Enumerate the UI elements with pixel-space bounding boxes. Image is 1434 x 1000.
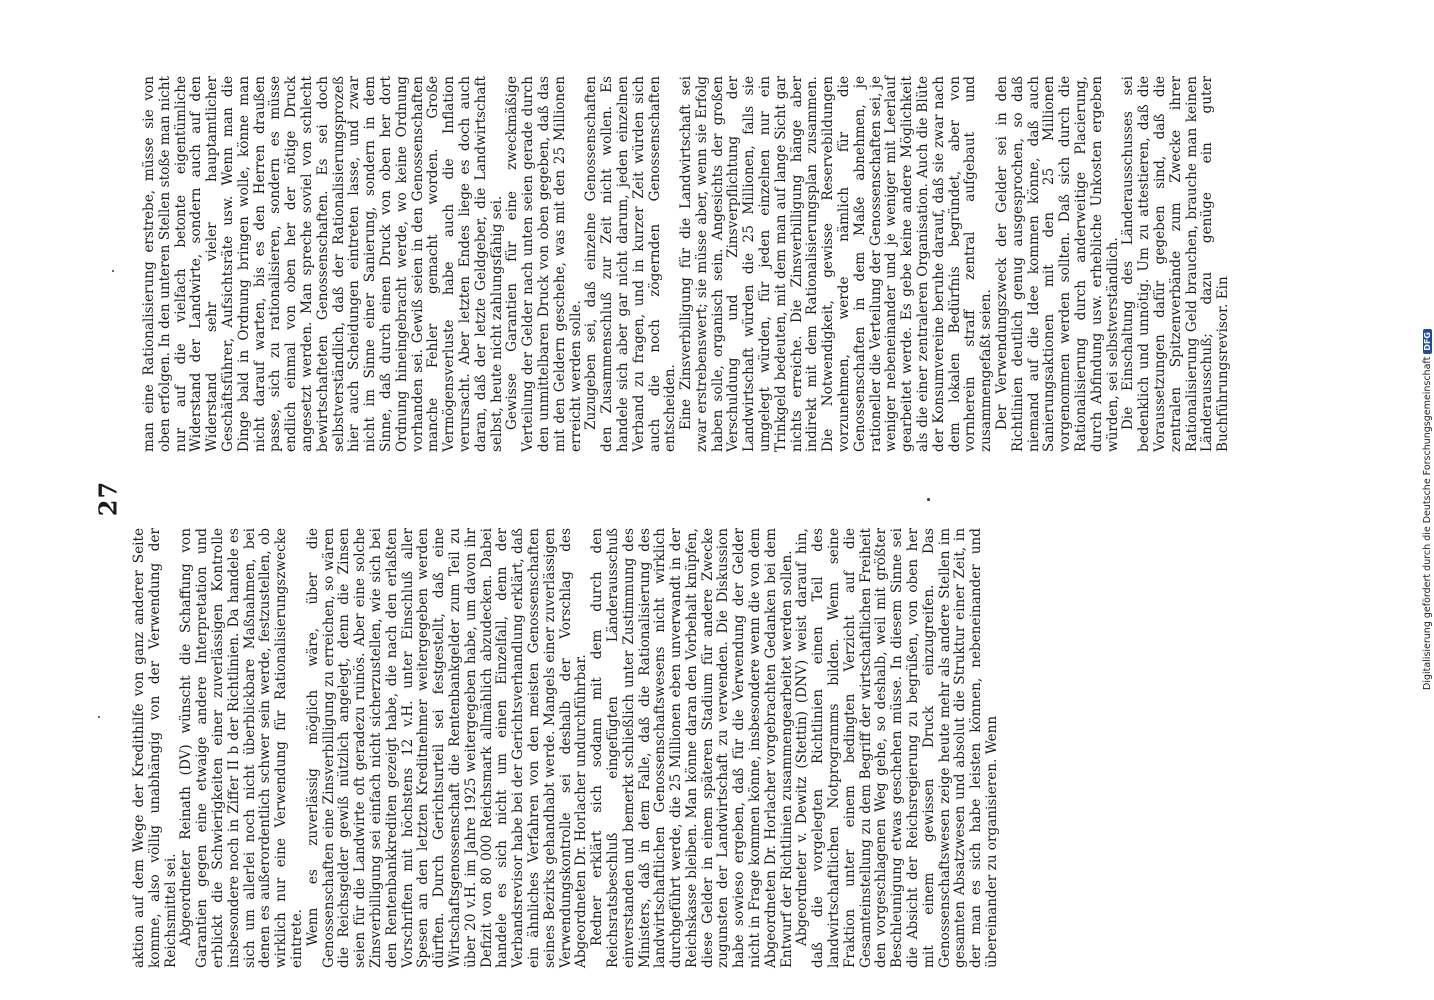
paragraph: Redner erklärt sich sodann mit dem durch den Reichsratsbeschluß eingefügten Länderausschuß einverstanden und bemerkt schließlich unter Zustimmung des Ministers, daß in dem Falle, daß die Rationalisierung des landwirtschaftlichen Genossenschaftswesens nicht wirklich durchgeführt werde, die 25 Millionen eben unverwandt in der Reichskasse bleiben. Man könne daran den Vorbehalt knüpfen, diese Gelder in einem späteren Stadium für andere Zwecke zugunsten der Landwirtschaft zu verwenden. Die Diskussion habe sowieso ergeben, daß für die Verwendung der Gelder nicht in Frage kommen könne, insbesondere wenn die von dem Abgeordneten Dr. Horlacher vorgebrachten Gedanken bei dem Entwurf der Richtlinien zusammengearbeitet werden sollen.	[589, 528, 795, 968]
page-number: 27	[93, 480, 123, 517]
paragraph: Die Einschaltung des Länderausschusses sei bedenklich und unnötig. Um zu attestieren, daß die Voraussetzungen dafür gegeben sind, daß die zentralen Spitzenverbände zum Zwecke ihrer Rationalisierung Geld brauchen, brauche man keinen Länderausschuß; dazu genüge ein guter Buchführungsrevisor. Ein	[1120, 76, 1232, 452]
digitization-credit	[1422, 10, 1433, 690]
scan-speck	[927, 498, 930, 501]
scan-speck	[98, 716, 100, 718]
paragraph: Wenn es zuverlässig möglich wäre, über die Genossenschaften eine Zinsverbilligung zu erreichen, so wären die Reichsgelder gewiß nützlich angelegt, denn die Zinsen seien für die Landwirte oft geradezu ruinös. Aber eine solche Zinsverbilligung sei einfach nicht sicherzustellen, wie sich bei den Rentenbankkrediten gezeigt habe, die nach den erlaßten Vorschriften mit höchstens 12 v.H. unter Einschluß aller Spesen an den letzten Kreditnehmer weitergegeben werden dürften. Durch Gerichtsurteil sei festgestellt, daß eine Wirtschaftsgenossenschaft die Rentenbankgelder zum Teil zu über 20 v.H. im Jahre 1925 weitergegeben habe, um davon ihr Defizit von 80 000 Reichsmark allmählich abzudecken. Dabei handele es sich nicht um einen Einzelfall, denn der Verbandsrevisor habe bei der Gerichtsverhandlung erklärt, daß ein ähnliches Verfahren von den meisten Genossenschaften seines Bezirks gehandhabt werde. Mangels einer zuverlässigen Verwendungskontrolle sei deshalb der Vorschlag des Abgeordneten Dr. Horlacher undurchführbar.	[304, 528, 590, 968]
paragraph: Zuzugeben sei, daß einzelne Genossenschaften den Zusammenschluß zur Zeit nicht wollen. Es handele sich aber gar nicht darum, jeden einzelnen Verband zu fragen, und in kurzer Zeit würden sich auch die noch zögernden Genossenschaften entscheiden.	[583, 76, 679, 452]
paragraph: aktion auf dem Wege der Kredithilfe von ganz anderer Seite komme, also völlig unabhängig von der Verwendung der Reichsmittel sei.	[131, 528, 179, 968]
paragraph: Abgeordneter v. Dewitz (Stettin) (DNV) weist darauf hin, daß die vorgelegten Richtlinien einen Teil des landwirtschaftlichen Notprogramms bilden. Wenn seine Fraktion unter einem bedingten Verzicht auf die Gesamteinstellung zu dem Begriff der wirtschaftlichen Freiheit den vorgeschlagenen Weg gehe, so deshalb, weil mit größter Beschleunigung etwas geschehen müsse. In diesem Sinne sei die Absicht der Reichsregierung zu begrüßen, von oben her mit einem gewissen Druck einzugreifen. Das Genossenschaftswesen zeige heute mehr als andere Stellen im gesamten Absatzwesen und absolut die Struktur einer Zeit, in der man es sich habe leisten können, nebeneinander und übereinander zu organisieren. Wenn	[794, 528, 1001, 968]
text-column-left	[131, 528, 1001, 968]
dfg-logo-badge: DFG	[1423, 329, 1432, 354]
paragraph: Abgeordneter Reinath (DV) wünscht die Schaffung von Garantien gegen eine etwaige andere Interpretation und erblickt die Schwierigkeiten einer zuverlässigen Kontrolle insbesondere noch in Ziffer II b der Richtlinien. Da handele es sich um allerlei noch nicht überblickbare Maßnahmen, bei denen es außerordentlich schwer sein werde, festzustellen, ob wirklich nur eine Verwendung für Rationalisierungszwecke eintrete.	[178, 528, 305, 968]
paragraph: Gewisse Garantien für eine zweckmäßige Verteilung der Gelder nach unten seien gerade durch den unmittelbaren Druck von oben gegeben, daß das mit den Geldern geschehe, was mit den 25 Millionen erreicht werden solle.	[504, 76, 584, 452]
credit-text: Digitalisierung gefördert durch die Deutsche Forschungsgemeinschaft	[1422, 356, 1433, 690]
scan-speck	[112, 270, 114, 272]
paragraph: Eine Zinsverbilligung für die Landwirtschaft sei zwar erstrebenswert; sie müsse aber, wenn sie Erfolg haben solle, organisch sein. Angesichts der großen Verschuldung und Zinsverpflichtung der Landwirtschaft würden die 25 Millionen, falls sie umgelegt würden, für jeden einzelnen nur ein Trinkgeld bedeuten, mit dem man auf lange Sicht gar nichts erreiche. Die Zinsverbilligung hänge aber indirekt mit dem Rationalisierungsplan zusammen. Die Notwendigkeit, gewisse Reservebildungen vorzunehmen, werde nämlich für die Genossenschaften in dem Maße abnehmen, je rationeller die Verteilung der Genossenschaften sei, je weniger nebeneinander und je weniger mit Leerlauf gearbeitet werde. Es gebe keine andere Möglichkeit als die einer zentraleren Organisation. Auch die Blüte der Konsumvereine beruhe darauf, daß sie zwar nach dem lokalen Bedürfnis begründet, aber von vornherein straff zentral aufgebaut und zusammengefaßt seien.	[678, 76, 995, 452]
text-column-right	[141, 76, 1232, 452]
paragraph: Der Verwendungszweck der Gelder sei in den Richtlinien deutlich genug ausgesprochen, so daß niemand auf die Idee kommen könne, daß auch Sanierungsaktionen mit den 25 Millionen vorgenommen werden sollten. Daß sich durch die Rationalisierung durch anderweitige Placierung, durch Abfindung usw. erhebliche Unkosten ergeben würden, sei selbstverständlich.	[994, 76, 1121, 452]
paragraph: man eine Rationalisierung erstrebe, müsse sie von oben erfolgen. In den unteren Stellen stoße man nicht nur auf die vielfach betonte eigentümliche Widerstand der Landwirte, sondern auch auf den Widerstand sehr vieler hauptamtlicher Geschäftsführer, Aufsichtsräte usw. Wenn man die Dinge bald in Ordnung bringen wolle, könne man nicht darauf warten, bis es den Herren draußen passe, sich zu rationalisieren, sondern es müsse endlich einmal von oben her der nötige Druck angesetzt werden. Man spreche soviel von schlecht bewirtschafteten Genossenschaften. Es sei doch selbstverständlich, daß der Rationalisierungsprozeß hier auch Scheidungen eintreten lasse, und zwar nicht im Sinne einer Sanierung, sondern in dem Sinne, daß durch einen Druck von oben her dort Ordnung hineingebracht werde, wo keine Ordnung vorhanden sei. Gewiß seien in den Genossenschaften manche Fehler gemacht worden. Große Vermögensverluste habe auch die Inflation verursacht. Aber letzten Endes liege es doch auch daran, daß der letzte Geldgeber, die Landwirtschaft selbst, heute nicht zahlungsfähig sei.	[141, 76, 505, 452]
